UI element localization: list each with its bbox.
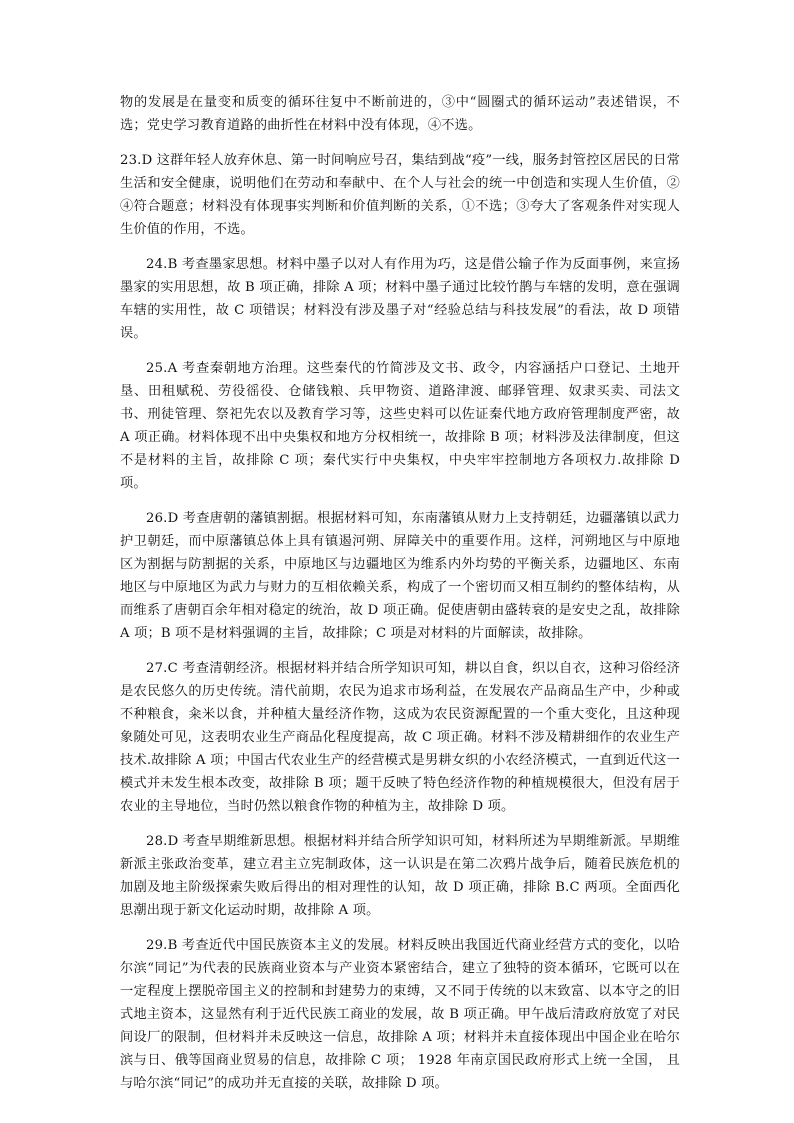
answer-25: 25.A 考查秦朝地方治理。这些秦代的竹简涉及文书、政令，内容涵括户口登记、土地开垦、田租赋税、劳役徭役、仓储钱粮、兵甲物资、道路津渡、邮驿管理、奴隶买卖、司法文书、刑徒管理、祭祀先农以及教育学习等，这些史料可以佐证秦代地方政府管理制度严密，故 A 项正确。材料体现不出中央集权和地方分权相统一，故排除 B 项；材料涉及法律制度，但这不是材料的主旨，故排除 C 项；秦代实行中央集权，中央牢牢控制地方各项权力.故排除 D 项。 xyxy=(120,361,680,491)
document-page xyxy=(120,91,680,1095)
paragraph-gap xyxy=(120,922,680,934)
answer-24: 24.B 考查墨家思想。材料中墨子以对人有作用为巧，这是借公输子作为反面事例，来宣扬墨家的实用思想，故 B 项正确，排除 A 项；材料中墨子通过比较竹鹊与车辖的发明，意在强调车辖的实用性，故 C 项错误；材料没有涉及墨子对“经验总结与科技发展”的看法，故 D 项错误。 xyxy=(120,257,680,341)
answer-27: 27.C 考查清朝经济。根据材料并结合所学知识可知，耕以自食，织以自衣，这种习俗经济是农民悠久的历史传统。清代前期，农民为追求市场利益，在发展农产品商品生产中，少种或不种粮食，籴米以食，并种植大量经济作物，这成为农民资源配置的一个重大变化，且这种现象随处可见，这表明农业生产商品化程度提高，故 C 项正确。材料不涉及精耕细作的农业生产技术.故排除 A 项；中国古代农业生产的经营模式是男耕女织的小农经济模式，一直到近代这一模式并未发生根本改变，故排除 B 项；题干反映了特色经济作物的种植规模很大，但没有居于农业的主导地位，当时仍然以粮食作物的种植为主，故排除 D 项。 xyxy=(120,661,680,814)
paragraph-gap xyxy=(120,495,680,507)
answer-28: 28.D 考查早期维新思想。根据材料并结合所学知识可知，材料所述为早期维新派。早期维新派主张政治变革，建立君主立宪制政体，这一认识是在第二次鸦片战争后，随着民族危机的加剧及地主阶级探索失败后得出的相对理性的认知，故 D 项正确，排除 B.C 两项。全面西化思潮出现于新文化运动时期，故排除 A 项。 xyxy=(120,834,680,918)
paragraph-gap xyxy=(120,241,680,253)
answer-29: 29.B 考查近代中国民族资本主义的发展。材料反映出我国近代商业经营方式的变化，以哈尔滨“同记”为代表的民族商业资本与产业资本紧密结合，建立了独特的资本循环，它既可以在一定程度上摆脱帝国主义的控制和封建势力的束缚，又不同于传统的以末致富、以本守之的旧式地主资本，这显然有利于近代民族工商业的发展，故 B 项正确。甲午战后清政府放宽了对民间设厂的限制，但材料并未反映这一信息，故排除 A 项；材料并未直接体现出中国企业在哈尔滨与日、俄等国商业贸易的信息，故排除 C 项； 1928 年南京国民政府形式上统一全国， 且与哈尔滨“同记”的成功并无直接的关联，故排除 D 项。 xyxy=(120,938,680,1091)
paragraph-gap xyxy=(120,818,680,830)
paragraph-gap xyxy=(120,137,680,149)
answer-23: 23.D 这群年轻人放弃休息、第一时间响应号召，集结到战“疫”一线，服务封管控区居民的日常生活和安全健康，说明他们在劳动和奉献中、在个人与社会的统一中创造和实现人生价值，②④符合题意；材料没有体现事实判断和价值判断的关系，①不选；③夸大了客观条件对实现人生价值的作用，不选。 xyxy=(120,153,680,237)
answer-26: 26.D 考查唐朝的藩镇割据。根据材料可知，东南藩镇从财力上支持朝廷，边疆藩镇以武力护卫朝廷，而中原藩镇总体上具有镇遏河朔、屏障关中的重要作用。这样，河朔地区与中原地区为割据与防割据的关系，中原地区与边疆地区为维系内外均势的平衡关系，边疆地区、东南地区与中原地区为武力与财力的互相依赖关系，构成了一个密切而又相互制约的整体结构，从而维系了唐朝百余年相对稳定的统治，故 D 项正确。促使唐朝由盛转衰的是安史之乱，故排除 A 项；B 项不是材料强调的主旨，故排除；C 项是对材料的片面解读，故排除。 xyxy=(120,511,680,641)
paragraph-gap xyxy=(120,345,680,357)
paragraph-continuation: 物的发展是在量变和质变的循环往复中不断前进的，③中“圆圈式的循环运动”表述错误，不选；党史学习教育道路的曲折性在材料中没有体现，④不选。 xyxy=(120,95,680,133)
paragraph-gap xyxy=(120,645,680,657)
